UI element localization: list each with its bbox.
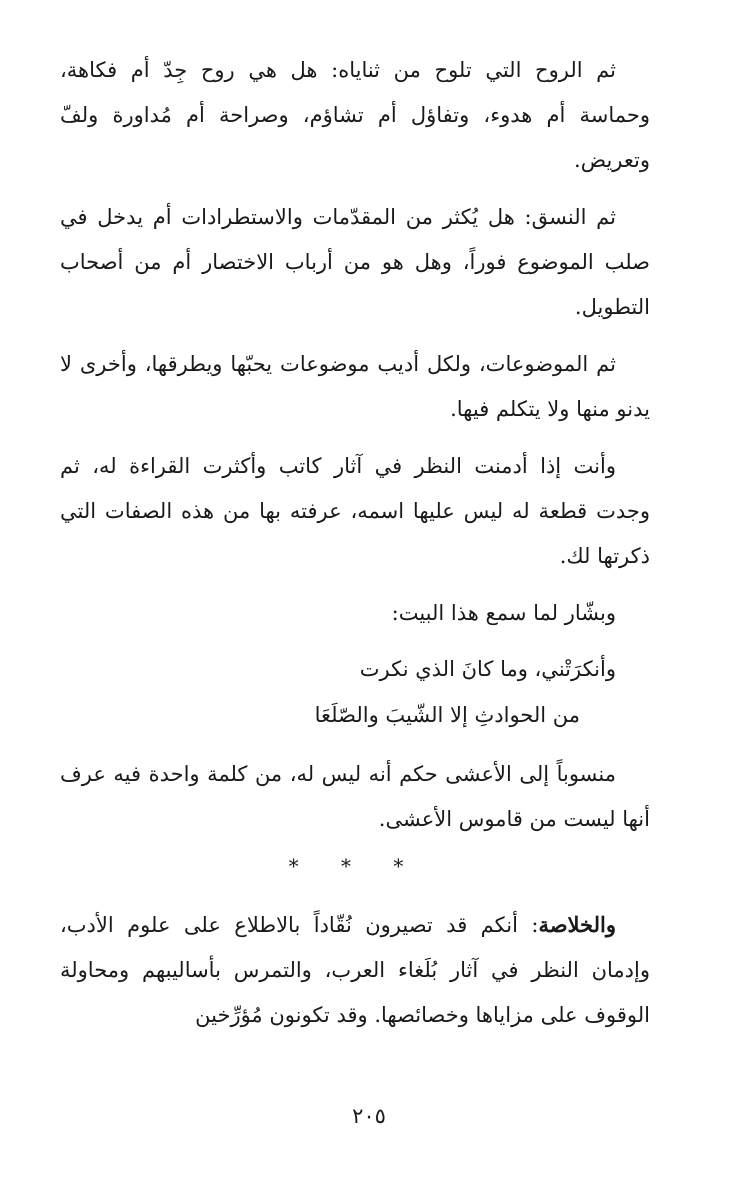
paragraph-spirit: ثم الروح التي تلوح من ثناياه: هل هي روح جِدّ أم فكاهة، وحماسة أم هدوء، وتفاؤل أم تشاؤم، وصراحة أم مُداورة ولفّ وتعريض. (60, 58, 650, 172)
paragraph-recognition: وأنت إذا أدمنت النظر في آثار كاتب وأكثرت القراءة له، ثم وجدت قطعة له ليس عليها اسمه، عرفته بها من هذه الصفات التي ذكرتها لك. (60, 454, 650, 568)
section-separator: * * * (288, 854, 422, 878)
page-number: ٢٠٥ (352, 1104, 386, 1128)
paragraph-topics: ثم الموضوعات، ولكل أديب موضوعات يحبّها ويطرقها، وأخرى لا يدنو منها ولا يتكلم فيها. (60, 352, 650, 421)
verse-line-second: من الحوادثِ إلا الشّيبَ والصّلَعَا (314, 703, 580, 727)
conclusion-text: : أنكم قد تصيرون نُقّاداً بالاطلاع على علوم الأدب، وإدمان النظر في آثار بُلَغاء العرب، والتمرس بأساليبهم ومحاولة الوقوف على مزاياها وخصائصها. وقد تكونون مُؤرِّخين (60, 913, 650, 1027)
poem-verse (60, 646, 650, 738)
paragraph-conclusion (60, 902, 650, 1038)
verse-intro: وبشّار لما سمع هذا البيت: (391, 601, 616, 625)
paragraph-style: ثم النسق: هل يُكثر من المقدّمات والاستطرادات أم يدخل في صلب الموضوع فوراً، وهل هو من أرباب الاختصار أم من أصحاب التطويل. (60, 205, 650, 319)
page-body (60, 48, 650, 1050)
paragraph-attribution: منسوباً إلى الأعشى حكم أنه ليس له، من كلمة واحدة فيه عرف أنها ليست من قاموس الأعشى. (60, 762, 650, 831)
verse-line-first: وأنكرَتْني، وما كانَ الذي نكرت (359, 657, 616, 681)
conclusion-label: والخلاصة (538, 912, 616, 937)
